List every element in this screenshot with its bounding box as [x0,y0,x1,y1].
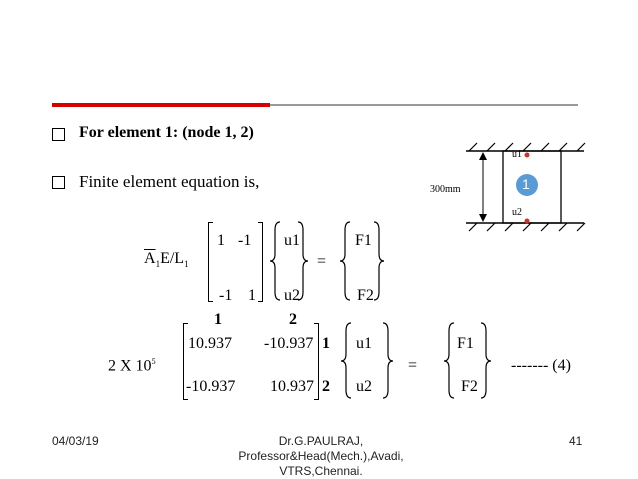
eq2-f-vector-entry: F1 [457,335,474,352]
eq1-f-right-brace [374,222,384,300]
eq2-col-header: 1 [214,311,222,328]
eq2-f-right-brace [481,323,491,398]
eq2-u-left-brace [341,323,351,398]
dimension-arrow-down-icon [479,214,487,222]
eq1-matrix-cell: 1 [217,232,225,249]
eq2-equals-sign: = [408,357,418,374]
eq1-matrix-cell: -1 [238,232,252,249]
eq1-f-vector-entry: F2 [357,287,374,304]
eq2-row-header: 2 [322,378,330,395]
element-number-label: 1 [522,176,530,192]
dimension-label: 300mm [430,184,461,195]
support-hatching-bottom [469,223,585,231]
eq2-col-header: 2 [289,311,297,328]
eq1-f-vector-entry: F1 [355,232,372,249]
heading-element1: For element 1: (node 1, 2) [79,124,254,141]
eq1-u-vector-entry: u1 [284,232,300,249]
node-label-top: u1 [512,149,522,160]
eq2-equation-number: ------- (4) [511,357,571,374]
eq2-matrix-cell: 10.937 [270,378,314,395]
eq1-coef-length-sub: 1 [184,259,189,270]
footer-author: Dr.G.PAULRAJ, Professor&Head(Mech.),Avadi, VTRS,Chennai. [238,434,404,478]
eq1-matrix-cell: -1 [219,287,233,304]
eq1-f-left-brace [340,222,350,300]
eq1-u-left-brace [270,222,280,300]
node-label-bottom: u2 [512,207,522,218]
eq2-matrix-cell: -10.937 [264,335,314,352]
eq1-coef-mid: E/L [160,250,185,267]
eq2-u-right-brace [383,323,393,398]
footer-page-number: 41 [569,434,583,448]
node-2-dot-icon [525,219,530,224]
footer-date: 04/03/19 [52,434,99,448]
eq1-u-vector-entry: u2 [284,287,300,304]
eq1-coef-area: $\overline{A}$ [144,250,156,267]
eq2-matrix-cell: -10.937 [186,378,236,395]
eq2-u-vector-entry: u1 [356,335,372,352]
dimension-arrow-up-icon [479,152,487,160]
node-1-dot-icon [525,153,530,158]
eq1-matrix-cell: 1 [248,287,256,304]
eq2-multiplier-exponent: 5 [151,357,156,366]
eq2-matrix-cell: 10.937 [188,335,232,352]
heading-fe-equation: Finite element equation is, [79,172,260,191]
eq2-f-vector-entry: F2 [461,378,478,395]
support-hatching-top [469,143,585,151]
eq1-equals-sign: = [317,253,327,270]
eq1-u-right-brace [298,222,308,300]
eq2-multiplier-base: 2 X 10 [108,357,152,375]
eq1-coef-area-sub: 1 [155,259,161,270]
eq2-row-header: 1 [322,335,330,352]
eq2-f-left-brace [444,323,454,398]
eq2-u-vector-entry: u2 [356,378,372,395]
